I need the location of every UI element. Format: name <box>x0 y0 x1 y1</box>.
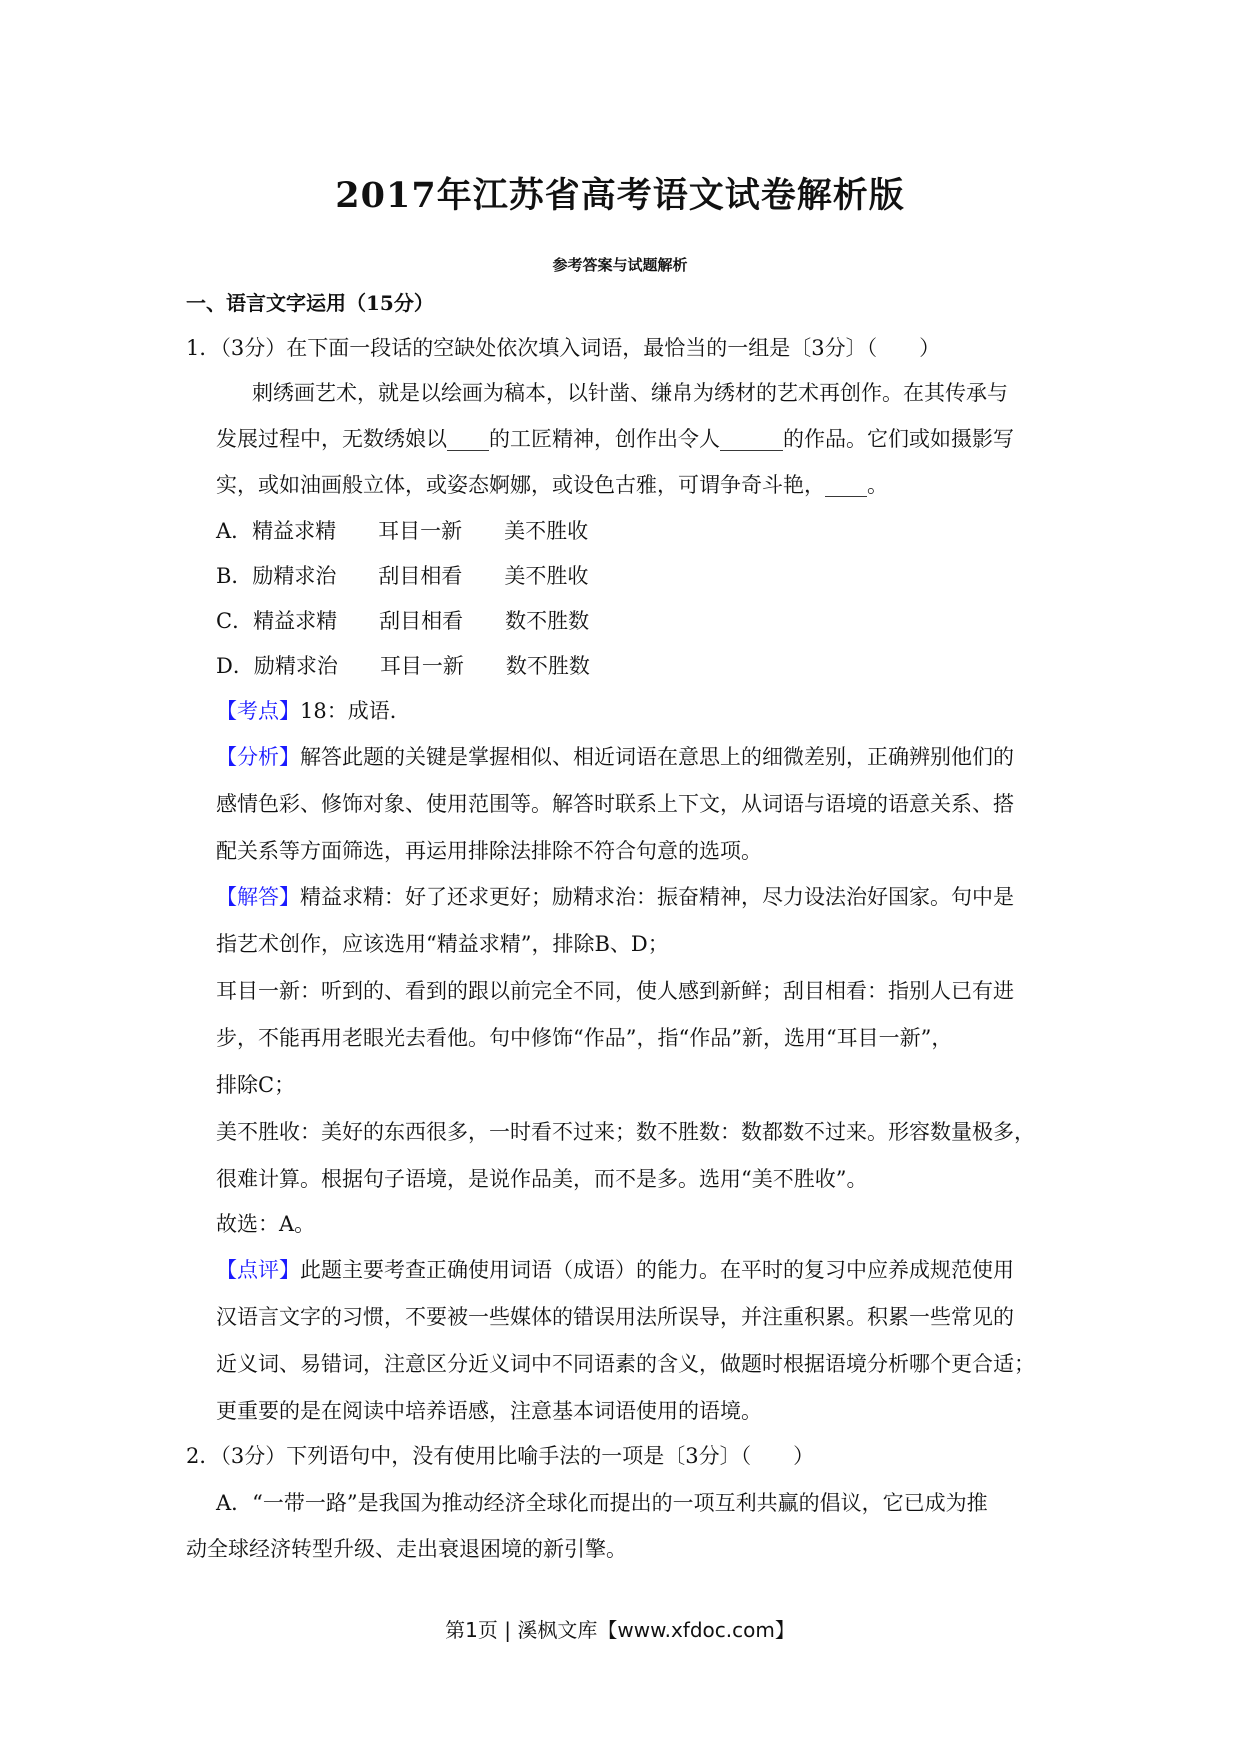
fenxi-line: 感情色彩、修饰对象、使用范围等。解答时联系上下文，从词语与语境的语意关系、搭 <box>216 792 1014 816</box>
jieda-line <box>216 882 1014 912</box>
question-2-stem: 2．（3分）下列语句中，没有使用比喻手法的一项是〔3分〕（ ） <box>186 1444 815 1468</box>
passage-line: 发展过程中，无数绣娘以____的工匠精神，创作出令人______的作品。它们或如摄影写 <box>216 427 1014 451</box>
fenxi-tag: 【分析】 <box>216 745 300 769</box>
q2-option-a-line: A．“一带一路”是我国为推动经济全球化而提出的一项互利共赢的倡议，它已成为推 <box>216 1491 988 1515</box>
passage-line: 实，或如油画般立体，或姿态婀娜，或设色古雅，可谓争奇斗艳，____。 <box>216 473 888 497</box>
q2-option-a-line: 动全球经济转型升级、走出衰退困境的新引擎。 <box>186 1537 627 1561</box>
fenxi-text: 解答此题的关键是掌握相似、相近词语在意思上的细微差别，正确辨别他们的 <box>300 745 1014 769</box>
kaodian-line <box>216 696 411 726</box>
dianping-line: 更重要的是在阅读中培养语感，注意基本词语使用的语境。 <box>216 1399 762 1423</box>
option-d: D．励精求治 耳目一新 数不胜数 <box>216 654 590 678</box>
jieda-line: 步，不能再用老眼光去看他。句中修饰“作品”，指“作品”新，选用“耳目一新”， <box>216 1026 953 1050</box>
option-c: C．精益求精 刮目相看 数不胜数 <box>216 609 590 633</box>
kaodian-text: 18：成语． <box>300 699 411 723</box>
fenxi-line <box>216 742 1014 772</box>
document-subtitle: 参考答案与试题解析 <box>552 256 688 274</box>
jieda-text: 精益求精：好了还求更好；励精求治：振奋精神，尽力设法治好国家。句中是 <box>300 885 1014 909</box>
jieda-line: 很难计算。根据句子语境，是说作品美，而不是多。选用“美不胜收”。 <box>216 1167 868 1191</box>
section-heading: 一、语言文字运用（15分） <box>186 291 434 315</box>
question-1-stem: 1．（3分）在下面一段话的空缺处依次填入词语，最恰当的一组是〔3分〕（ ） <box>186 336 941 360</box>
dianping-line: 近义词、易错词，注意区分近义词中不同语素的含义，做题时根据语境分析哪个更合适； <box>216 1352 1035 1376</box>
dianping-text: 此题主要考查正确使用词语（成语）的能力。在平时的复习中应养成规范使用 <box>300 1258 1014 1282</box>
passage-line: 刺绣画艺术，就是以绘画为稿本，以针凿、缣帛为绣材的艺术再创作。在其传承与 <box>252 381 1008 405</box>
jieda-line: 耳目一新：听到的、看到的跟以前完全不同，使人感到新鲜；刮目相看：指别人已有进 <box>216 979 1014 1003</box>
jieda-line: 指艺术创作，应该选用“精益求精”，排除B、D； <box>216 932 669 956</box>
jieda-line: 排除C； <box>216 1073 296 1097</box>
kaodian-tag: 【考点】 <box>216 699 300 723</box>
jieda-tag: 【解答】 <box>216 885 300 909</box>
dianping-line: 汉语言文字的习惯，不要被一些媒体的错误用法所误导，并注重积累。积累一些常见的 <box>216 1305 1014 1329</box>
document-title: 2017年江苏省高考语文试卷解析版 <box>335 175 905 216</box>
dianping-line <box>216 1255 1014 1285</box>
option-a: A．精益求精 耳目一新 美不胜收 <box>216 519 589 543</box>
jieda-line: 美不胜收：美好的东西很多，一时看不过来；数不胜数：数都数不过来。形容数量极多， <box>216 1120 1035 1144</box>
fenxi-line: 配关系等方面筛选，再运用排除法排除不符合句意的选项。 <box>216 839 762 863</box>
page-footer: 第1页 | 溪枫文库【www.xfdoc.com】 <box>445 1618 795 1642</box>
dianping-tag: 【点评】 <box>216 1258 300 1282</box>
answer-line: 故选：A。 <box>216 1212 316 1236</box>
option-b: B．励精求治 刮目相看 美不胜收 <box>216 564 589 588</box>
